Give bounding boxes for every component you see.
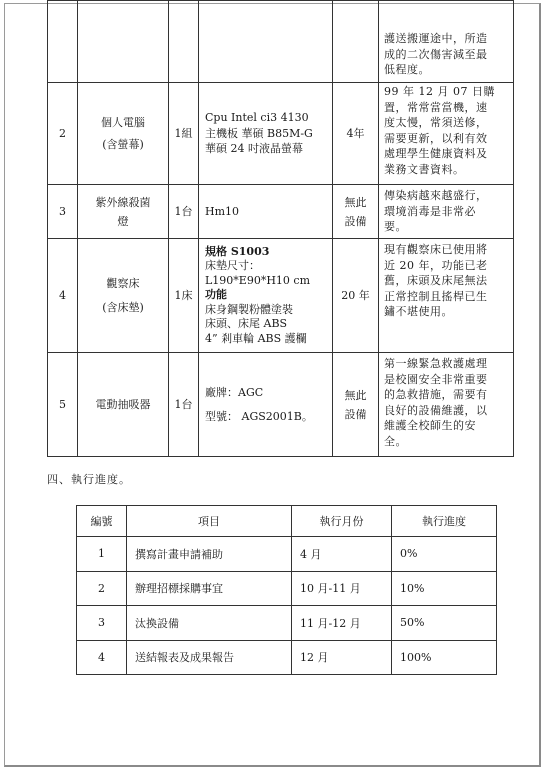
quantity <box>169 1 199 83</box>
specification <box>199 1 333 83</box>
row-number: 3 <box>77 606 127 641</box>
execution-month: 4 月 <box>292 537 392 572</box>
row-number: 1 <box>77 537 127 572</box>
progress-percent: 0% <box>392 537 497 572</box>
item-name: 電動抽吸器 <box>78 353 169 457</box>
table-row <box>77 537 497 572</box>
task-item: 辦理招標採購事宜 <box>127 571 292 606</box>
item-name: 紫外線殺菌 燈 <box>78 185 169 239</box>
task-item: 撰寫計畫申請補助 <box>127 537 292 572</box>
execution-month: 10 月-11 月 <box>292 571 392 606</box>
row-number <box>48 1 78 83</box>
quantity: 1組 <box>169 83 199 185</box>
quantity: 1床 <box>169 239 199 353</box>
reason: 護送搬運途中，所造 成的二次傷害減至最 低程度。 <box>379 1 514 83</box>
reason: 第一線緊急救護處理 是校園安全非常重要 的急救措施，需要有 良好的設備維護，以 維護全校師生的安 全。 <box>379 353 514 457</box>
column-header: 編號 <box>77 506 127 537</box>
service-life <box>333 1 379 83</box>
progress-percent: 50% <box>392 606 497 641</box>
item-name: 個人電腦 (含螢幕) <box>78 83 169 185</box>
table-row <box>48 185 514 239</box>
execution-month: 12 月 <box>292 640 392 675</box>
service-life: 無此 設備 <box>333 185 379 239</box>
execution-month: 11 月-12 月 <box>292 606 392 641</box>
task-item: 汰換設備 <box>127 606 292 641</box>
specification: 廠牌：AGC 型號： AGS2001B。 <box>199 353 333 457</box>
quantity: 1台 <box>169 185 199 239</box>
progress-percent: 100% <box>392 640 497 675</box>
equipment-table <box>47 0 514 457</box>
row-number: 4 <box>48 239 78 353</box>
table-row <box>77 640 497 675</box>
item-name <box>78 1 169 83</box>
table-row <box>48 1 514 83</box>
progress-percent: 10% <box>392 571 497 606</box>
service-life: 無此 設備 <box>333 353 379 457</box>
reason: 現有觀察床已使用將 近 20 年，功能已老 舊，床頭及床尾無法 正常控制且搖桿已生 鏽不堪使用。 <box>379 239 514 353</box>
specification: Hm10 <box>199 185 333 239</box>
table-row <box>77 571 497 606</box>
row-number: 2 <box>48 83 78 185</box>
column-header: 執行月份 <box>292 506 392 537</box>
specification: 規格 S1003 床墊尺寸： L190*E90*H10 cm 功能 床身鋼製粉體塗裝 床頭、床尾 ABS 4” 剎車輪 ABS 護欄 <box>199 239 333 353</box>
section-heading: 四、執行進度。 <box>47 473 131 486</box>
column-header: 項目 <box>127 506 292 537</box>
reason: 99 年 12 月 07 日購 置，常常當當機，速 度太慢，常須送修， 需要更新，以利有效 處理學生健康資料及 業務文書資料。 <box>379 83 514 185</box>
specification: Cpu Intel ci3 4130 主機板 華碩 B85M-G 華碩 24 吋液晶螢幕 <box>199 83 333 185</box>
item-name: 觀察床 (含床墊) <box>78 239 169 353</box>
row-number: 4 <box>77 640 127 675</box>
row-number: 5 <box>48 353 78 457</box>
table-row <box>48 353 514 457</box>
row-number: 3 <box>48 185 78 239</box>
progress-table <box>76 505 497 675</box>
table-row <box>48 239 514 353</box>
row-number: 2 <box>77 571 127 606</box>
service-life: 20 年 <box>333 239 379 353</box>
column-header: 執行進度 <box>392 506 497 537</box>
table-row <box>77 606 497 641</box>
task-item: 送結報表及成果報告 <box>127 640 292 675</box>
service-life: 4年 <box>333 83 379 185</box>
quantity: 1台 <box>169 353 199 457</box>
table-row <box>48 83 514 185</box>
table-header-row <box>77 506 497 537</box>
reason: 傳染病越來越盛行， 環境消毒是非常必 要。 <box>379 185 514 239</box>
